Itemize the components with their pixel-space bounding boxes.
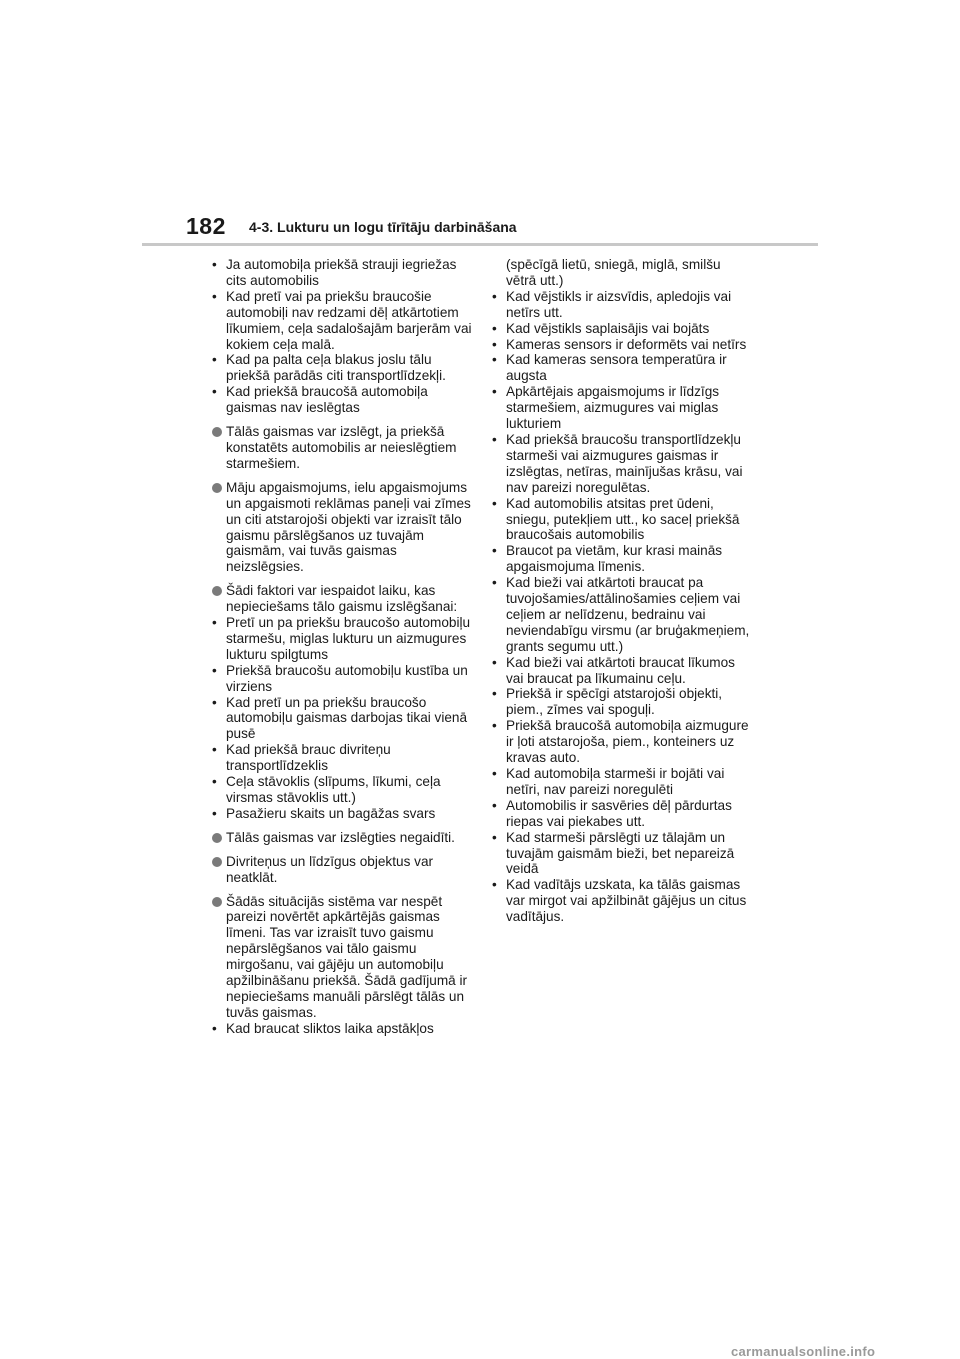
list-item: • Kad vējstikls saplaisājis vai bojāts	[492, 321, 754, 337]
paragraph-text: Tālās gaismas var izslēgties negaidīti.	[226, 829, 455, 845]
list-item: • Kad pretī un pa priekšu braucošo automobiļu gaismas darbojas tikai vienā pusē	[212, 695, 474, 743]
list-item: • Pretī un pa priekšu braucošo automobiļu starmešu, miglas lukturu un aizmugures lukturu spilgtums	[212, 615, 474, 663]
list-item: • Braucot pa vietām, kur krasi mainās apgaismojuma līmenis.	[492, 543, 754, 575]
list-item: • Kad bieži vai atkārtoti braucat pa tuvojošamies/attālinošamies ceļiem vai ceļiem ar nelīdzenu, bedrainu vai neviendabīgu virsmu (ar bruģakmeņiem, grants segumu utt.)	[492, 575, 754, 655]
list-item: • Priekšā ir spēcīgi atstarojoši objekti, piem., zīmes vai spoguļi.	[492, 686, 754, 718]
right-column	[492, 257, 754, 925]
list-item: • Kad priekšā braucošu transportlīdzekļu starmeši vai aizmugures gaismas ir izslēgtas, netīras, mainījušas krāsu, vai nav pareizi noregulētas.	[492, 432, 754, 496]
list-item: • Automobilis ir sasvēries dēļ pārdurtas riepas vai piekabes utt.	[492, 798, 754, 830]
paragraph-text: Māju apgaismojums, ielu apgaismojums un apgaismoti reklāmas paneļi vai zīmes un citi atstarojoši objekti var izraisīt tālo gaismu pārslēgšanos uz tuvajām gaismām, vai tuvās gaismas neizslēgsies.	[226, 479, 471, 575]
list-item: • Kad automobilis atsitas pret ūdeni, sniegu, putekļiem utt., ko saceļ priekšā braucošais automobilis	[492, 496, 754, 544]
list-item: • Kad vējstikls ir aizsvīdis, apledojis vai netīrs utt.	[492, 289, 754, 321]
list-item: • Ceļa stāvoklis (slīpums, līkumi, ceļa virsmas stāvoklis utt.)	[212, 774, 474, 806]
paragraph-situations	[212, 894, 474, 1021]
watermark-site: carmanualsonline.info	[731, 1344, 876, 1359]
list-item: • Kad pa palta ceļa blakus joslu tālu priekšā parādās citi transportlīdzekļi.	[212, 352, 474, 384]
list-item: • Kad kameras sensora temperatūra ir augsta	[492, 352, 754, 384]
section-title: 4-3. Lukturu un logu tīrītāju darbināšana	[249, 219, 517, 235]
list-item-continuation: (spēcīgā lietū, sniegā, miglā, smilšu vētrā utt.)	[506, 257, 721, 288]
list-item: • Kad starmeši pārslēgti uz tālajām un tuvajām gaismām bieži, bet nepareizā veidā	[492, 830, 754, 878]
paragraph-bicycles	[212, 854, 474, 886]
list-item: • Priekšā braucošu automobiļu kustība un virziens	[212, 663, 474, 695]
paragraph-street-lights	[212, 480, 474, 575]
circle-bullet-icon	[212, 897, 222, 907]
circle-bullet-icon	[212, 586, 222, 596]
circle-bullet-icon	[212, 427, 222, 437]
left-column	[212, 257, 474, 1037]
list-item: • Kad bieži vai atkārtoti braucat līkumos vai braucat pa līkumainu ceļu.	[492, 655, 754, 687]
list-item: • Kad vadītājs uzskata, ka tālās gaismas var mirgot vai apžilbināt gājējus un citus vadītājus.	[492, 877, 754, 925]
list-item: • Pasažieru skaits un bagāžas svars	[212, 806, 474, 822]
list-item: • Apkārtējais apgaismojums ir līdzīgs starmešiem, aizmugures vai miglas lukturiem	[492, 384, 754, 432]
paragraph-high-beam-off	[212, 424, 474, 472]
page-number: 182	[186, 213, 226, 239]
list-item: • Kad pretī vai pa priekšu braucošie automobiļi nav redzami dēļ atkārtotiem līkumiem, ceļa sadalošajām barjerām vai kokiem ceļa malā.	[212, 289, 474, 353]
list-item: • Kad automobiļa starmeši ir bojāti vai netīri, nav pareizi noregulēti	[492, 766, 754, 798]
list-item: • Priekšā braucošā automobiļa aizmugure ir ļoti atstarojoša, piem., konteiners uz kravas auto.	[492, 718, 754, 766]
header-rule	[142, 243, 818, 246]
paragraph-text: Divriteņus un līdzīgus objektus var neatklāt.	[226, 853, 434, 885]
list-item: • Kad braucat sliktos laika apstākļos	[212, 1021, 474, 1037]
circle-bullet-icon	[212, 833, 222, 843]
circle-bullet-icon	[212, 483, 222, 493]
paragraph-text: Tālās gaismas var izslēgt, ja priekšā konstatēts automobilis ar neieslēgtiem starmešiem.	[226, 424, 457, 471]
list-item: • Kad priekšā brauc divriteņu transportlīdzeklis	[212, 742, 474, 774]
paragraph-factors	[212, 583, 474, 615]
paragraph-text: Šādās situācijās sistēma var nespēt pareizi novērtēt apkārtējās gaismas līmeni. Tas var izraisīt tuvo gaismu nepārslēgšanos vai tālo gaismu mirgošanu, vai gājēju un automobiļu apžilbināšanu priekšā. Šādā gadījumā ir nepieciešams manuāli pārslēgt tālās un tuvās gaismas.	[226, 893, 468, 1020]
list-item: • Ja automobiļa priekšā strauji iegriežas cits automobilis	[212, 257, 474, 289]
paragraph-unexpected-off	[212, 830, 474, 846]
list-item: • Kad priekšā braucošā automobiļa gaismas nav ieslēgtas	[212, 384, 474, 416]
paragraph-text: Šādi faktori var iespaidot laiku, kas nepieciešams tālo gaismu izslēgšanai:	[226, 583, 458, 615]
circle-bullet-icon	[212, 857, 222, 867]
list-item: • Kameras sensors ir deformēts vai netīrs	[492, 337, 754, 353]
